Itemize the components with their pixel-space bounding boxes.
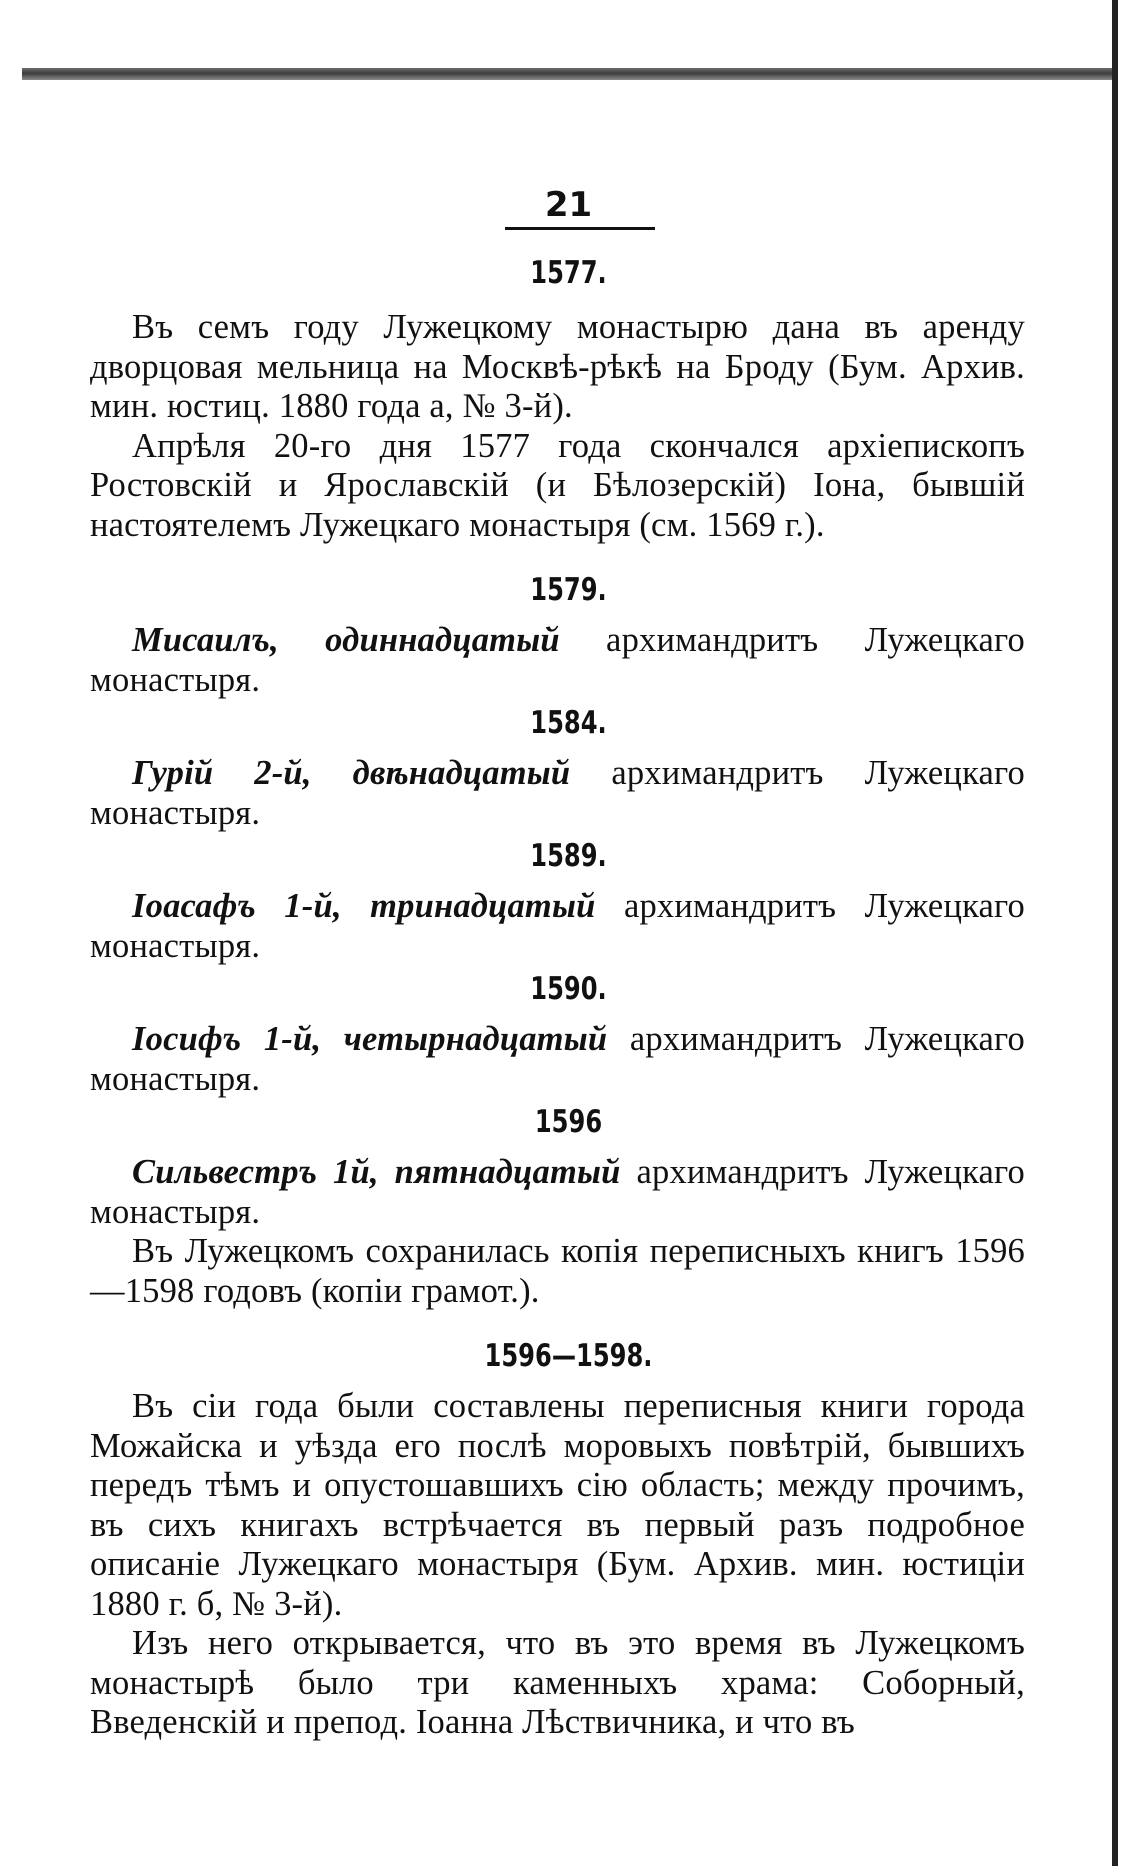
entry-text: архимандритъ Лужецкаго монастыря.	[90, 754, 1025, 832]
year-heading-1579: 1579.	[530, 572, 607, 608]
archimandrite-entry	[90, 1020, 1025, 1099]
archimandrite-name: Гурій 2-й, двѣнадцатый	[132, 754, 571, 792]
paragraph: Въ сіи года были составлены переписныя книги города Можайска и уѣзда его послѣ моровыхъ повѣтрій, бывшихъ передъ тѣмъ и опустошавшихъ сію область; между прочимъ, въ сихъ книгахъ встрѣчается въ первый разъ подробное описаніе Лужецкаго монастыря (Бум. Архив. мин. юстиціи 1880 г. б, № 3-й).	[90, 1387, 1025, 1623]
page-body	[90, 185, 1025, 1743]
paragraph: Апрѣля 20-го дня 1577 года скончался архіепископъ Ростовскій и Ярославскій (и Бѣлозерскій) Іона, бывшій настоятелемъ Лужецкаго монастыря (см. 1569 г.).	[90, 426, 1025, 544]
paragraph: Изъ него открывается, что въ это время въ Лужецкомъ монастырѣ было три каменныхъ храма: Соборный, Введенскій и препод. Іоанна Лѣствичника, и что въ	[90, 1624, 1025, 1741]
top-border-rule	[22, 68, 1112, 80]
archimandrite-name: Мисаилъ, одиннадцатый	[132, 621, 560, 659]
year-heading-1596-1598: 1596—1598.	[484, 1338, 653, 1374]
year-heading-1589: 1589.	[530, 838, 607, 874]
year-heading-1596: 1596	[534, 1104, 603, 1140]
page-number-rule	[505, 227, 655, 230]
archimandrite-entry	[90, 754, 1025, 833]
archimandrite-entry	[90, 1153, 1025, 1232]
archimandrite-name: Іоасафъ 1-й, тринадцатый	[132, 887, 596, 925]
year-heading-1590: 1590.	[530, 971, 607, 1007]
archimandrite-name: Сильвестръ 1й, пятнадцатый	[132, 1153, 621, 1191]
page-edge	[1112, 0, 1118, 1866]
entry-text: архимандритъ Лужецкаго монастыря.	[90, 1153, 1025, 1231]
year-heading-1577: 1577.	[530, 255, 607, 291]
entry-text: архимандритъ Лужецкаго монастыря.	[90, 1020, 1025, 1098]
paragraph: Въ Лужецкомъ сохранилась копія переписныхъ книгъ 1596—1598 годовъ (копіи грамот.).	[90, 1232, 1025, 1310]
archimandrite-entry	[90, 887, 1025, 966]
archimandrite-entry	[90, 621, 1025, 700]
year-heading-1584: 1584.	[530, 705, 607, 741]
page-number: 21	[544, 185, 593, 225]
entry-text: архимандритъ Лужецкаго монастыря.	[90, 887, 1025, 965]
archimandrite-name: Іосифъ 1-й, четырнадцатый	[132, 1020, 608, 1058]
paragraph: Въ семъ году Лужецкому монастырю дана въ аренду дворцовая мельница на Москвѣ-рѣкѣ на Броду (Бум. Архив. мин. юстиц. 1880 года а, № 3-й).	[90, 308, 1025, 425]
entry-text: архимандритъ Лужецкаго монастыря.	[90, 621, 1025, 699]
